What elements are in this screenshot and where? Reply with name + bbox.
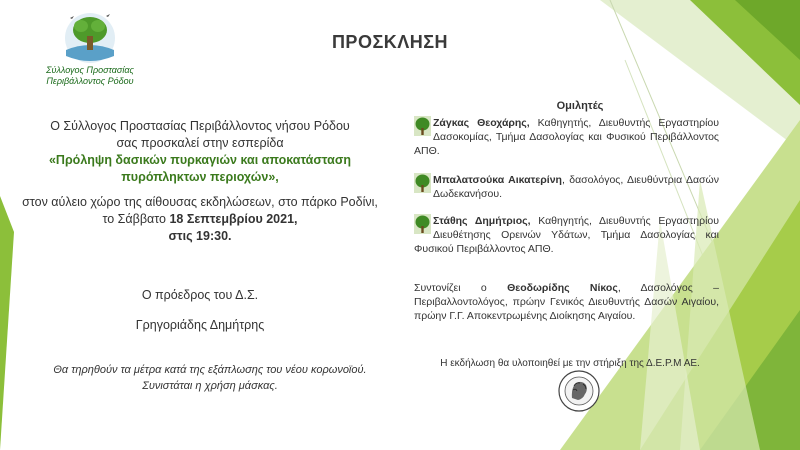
event-topic: «Πρόληψη δασικών πυρκαγιών και αποκατάσταση πυρόπληκτων περιοχών», xyxy=(48,153,352,184)
event-time: στις 19:30. xyxy=(168,229,232,243)
tree-icon xyxy=(414,116,431,136)
speaker-item xyxy=(414,214,719,256)
venue-text: στον αύλειο χώρο της αίθουσας εκδηλώσεων, στο πάρκο Ροδίνι, το Σάββατο xyxy=(22,195,378,226)
speaker-item xyxy=(414,173,719,201)
tree-logo-icon xyxy=(60,10,120,65)
speaker-desc: , δασολόγος, Διευθύντρια Δασών Δωδεκανήσου. xyxy=(433,174,719,200)
coordinator-prefix: Συντονίζει ο xyxy=(414,282,487,294)
invitation-text xyxy=(20,118,380,245)
tree-icon xyxy=(414,173,431,193)
speaker-desc: Καθηγητής, Διευθυντής Εργαστηρίου Δασοκομίας, Τμήμα Δασολογίας και Φυσικού Περιβάλλοντος ΑΠΘ. xyxy=(414,117,719,157)
logo-line-2: Περιβάλλοντος Ρόδου xyxy=(46,76,134,86)
speaker-name: Ζάγκας Θεοχάρης, xyxy=(433,117,530,129)
president-name: Γρηγοριάδης Δημήτρης xyxy=(135,318,265,332)
event-date: 18 Σεπτεμβρίου 2021, xyxy=(169,212,298,226)
page-title: ΠΡΟΣΚΛΗΣΗ xyxy=(331,32,449,52)
support-note: Η εκδήλωση θα υλοποιηθεί με την στήριξη της Δ.Ε.Ρ.Μ ΑΕ. xyxy=(440,358,700,369)
covid-mask-note: Θα τηρηθούν τα μέτρα κατά της εξάπλωσης του νέου κορωνοϊού. Συνιστάται η χρήση μάσκας. xyxy=(53,364,367,392)
invite-line-2: σας προσκαλεί στην εσπερίδα xyxy=(116,136,284,150)
coordinator-desc: , Δασολόγος – Περιβαλλοντολόγος, πρώην Γενικός Διευθυντής Δασών Αιγαίου, πρώην Γ.Γ. Αποκεντρωμένης Διοίκησης Αιγαίου. xyxy=(414,282,719,322)
tree-icon xyxy=(414,214,431,234)
speaker-item xyxy=(414,116,719,158)
logo-line-1: Σύλλογος Προστασίας xyxy=(46,65,134,75)
speaker-name: Στάθης Δημήτριος, xyxy=(433,215,531,227)
coordinator-name: Θεοδωρίδης Νίκος xyxy=(507,282,618,294)
municipality-seal-icon xyxy=(558,370,600,412)
speaker-desc: Καθηγητής, Διευθυντής Εργαστηρίου Διευθέτησης Ορεινών Υδάτων, Τμήμα Δασολογίας και Φυσικού Περιβάλλοντος ΑΠΘ. xyxy=(414,215,719,255)
association-logo xyxy=(40,10,140,98)
president-role: Ο πρόεδρος του Δ.Σ. xyxy=(141,288,259,302)
coordinator xyxy=(414,281,719,323)
speaker-name: Μπαλατσούκα Αικατερίνη xyxy=(433,174,562,186)
invite-venue xyxy=(20,194,380,228)
invite-line-1: Ο Σύλλογος Προστασίας Περιβάλλοντος νήσου Ρόδου xyxy=(50,119,350,133)
speakers-heading: Ομιλητές xyxy=(556,100,604,112)
